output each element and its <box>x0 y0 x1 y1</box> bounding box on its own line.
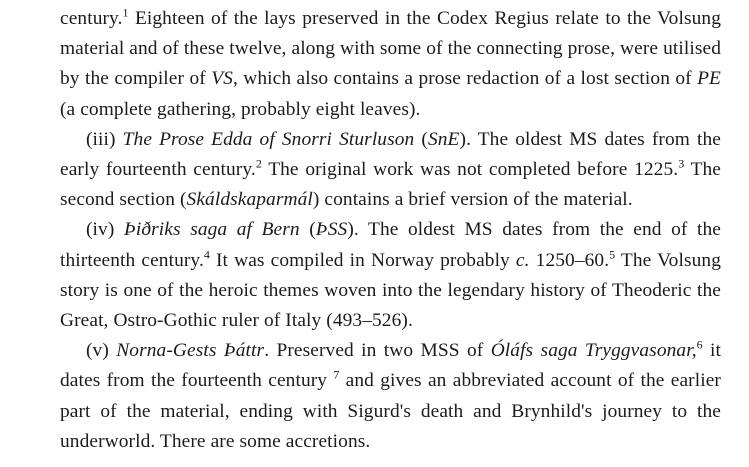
paragraph-4: (v) Norna-Gests Þáttr. Preserved in two MSS of Óláfs saga Tryggvasonar,$^6$ it dates from the fourteenth century $^7$ and gives an abbreviated account of the earlier part of the material, ending with Sigurd's death and Brynhild's journey to the underworld. There are some accretions. <box>60 337 722 452</box>
paragraph-1: century.$^1$ Eighteen of the lays preserved in the Codex Regius relate to the Volsung material and of these twelve, along with some of the connecting prose, were utilised by the compiler of VS, which also contains a prose redaction of a lost section of PE (a complete gathering, probably eight leaves). <box>60 5 721 120</box>
paragraph-3: (iv) Þiðriks saga af Bern (ÞSS). The oldest MS dates from the end of the thirteenth century.$^4$ It was compiled in Norway probably c. 1250–60.$^5$ The Volsung story is one of the heroic themes woven into the legendary history of Theoderic the Great, Ostro-Gothic ruler of Italy (493–526). <box>60 219 721 332</box>
paragraph-2: (iii) The Prose Edda of Snorri Sturluson (SnE). The oldest MS dates from the early fourteenth century.$^2$ The original work was not completed before 1225.$^3$ The second section (Skáldskaparmál) contains a brief version of the material. <box>60 128 722 211</box>
page-body-text <box>60 4 721 457</box>
